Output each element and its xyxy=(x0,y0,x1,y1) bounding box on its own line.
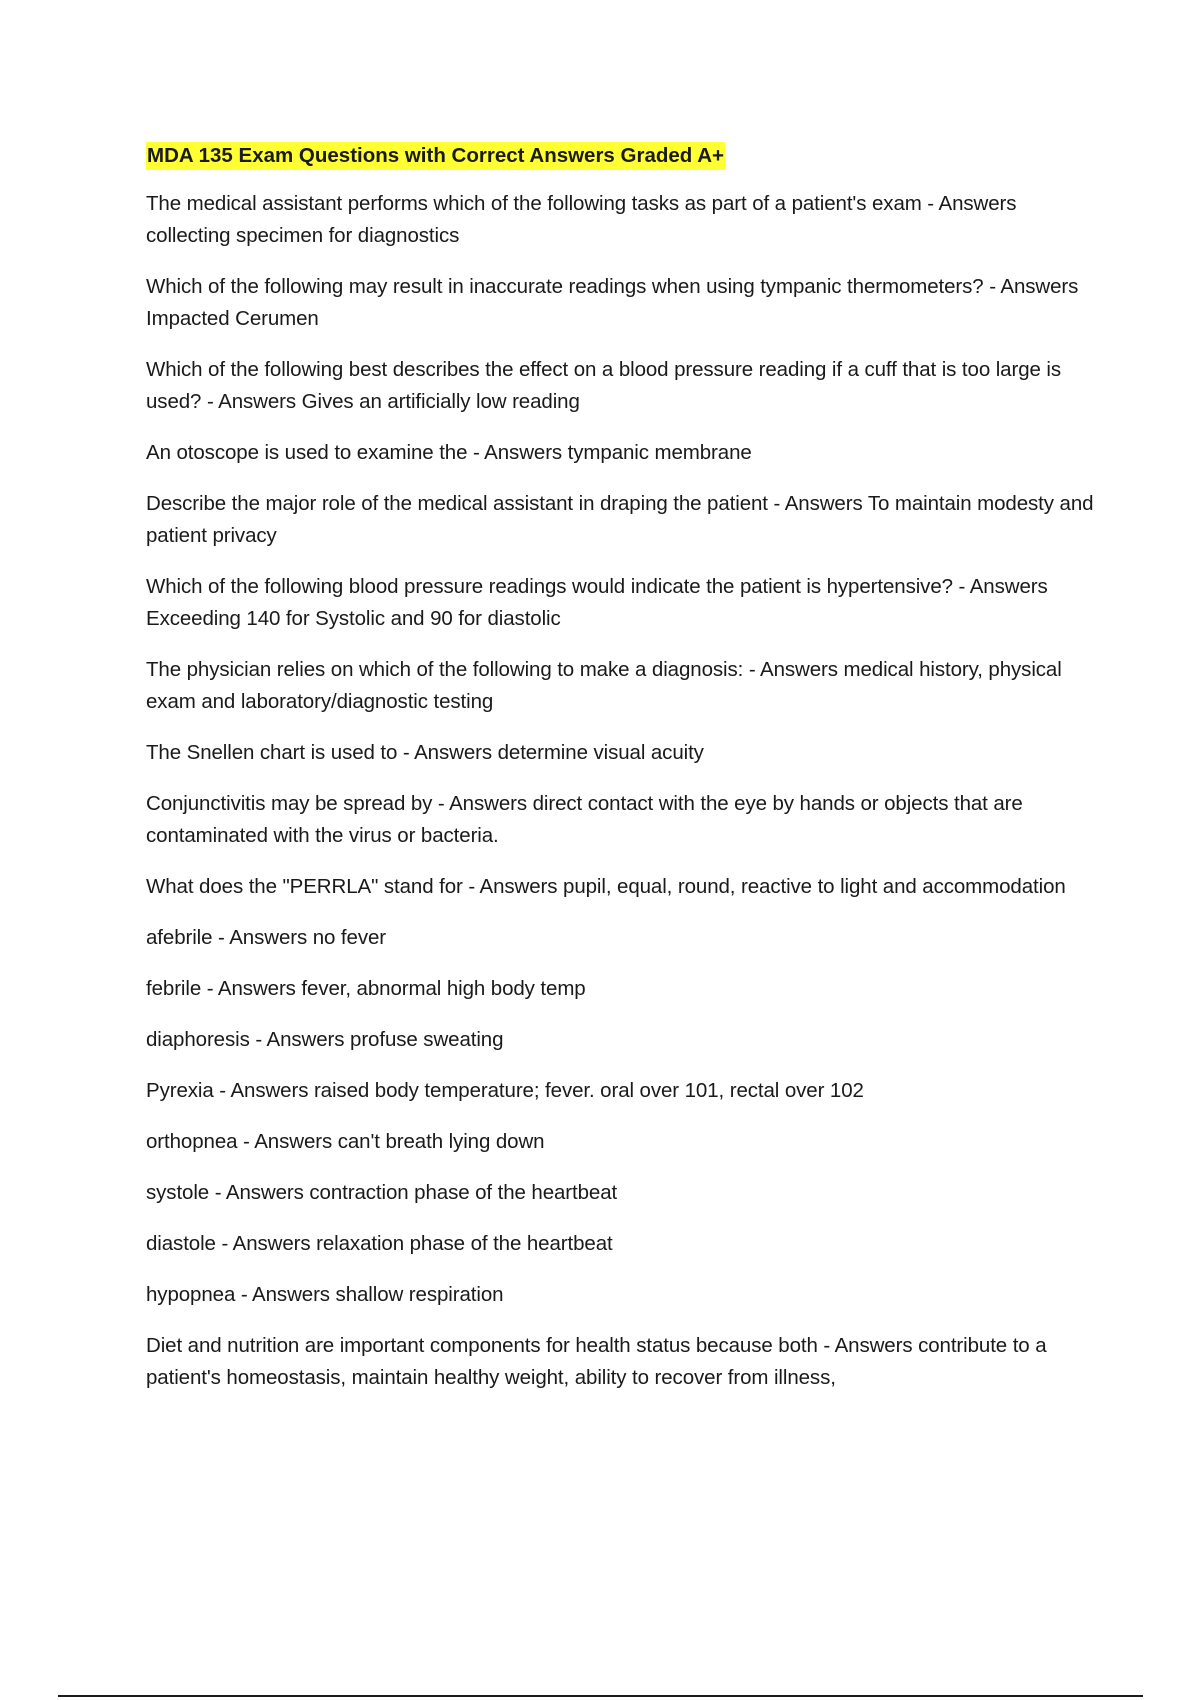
qa-entry: hypopnea - Answers shallow respiration xyxy=(146,1283,504,1306)
qa-entry: febrile - Answers fever, abnormal high body temp xyxy=(146,977,586,1000)
qa-entry: Conjunctivitis may be spread by - Answers direct contact with the eye by hands or objects that are contaminated with the virus or bacteria. xyxy=(146,792,1023,847)
page-bottom-rule xyxy=(58,1695,1143,1697)
qa-entry: systole - Answers contraction phase of the heartbeat xyxy=(146,1181,618,1204)
qa-entry: Which of the following may result in inaccurate readings when using tympanic thermometers? - Answers Impacted Cerumen xyxy=(146,275,1079,330)
qa-entry: The physician relies on which of the following to make a diagnosis: - Answers medical history, physical exam and laboratory/diagnostic testing xyxy=(146,658,1062,713)
qa-entry: Which of the following best describes the effect on a blood pressure reading if a cuff that is too large is used? - Answers Gives an artificially low reading xyxy=(146,358,1061,413)
qa-entry: orthopnea - Answers can't breath lying down xyxy=(146,1130,545,1153)
qa-entry: Describe the major role of the medical assistant in draping the patient - Answers To maintain modesty and patient privacy xyxy=(146,492,1094,547)
qa-entry: diaphoresis - Answers profuse sweating xyxy=(146,1028,504,1051)
qa-entry: Which of the following blood pressure readings would indicate the patient is hypertensive? - Answers Exceeding 140 for Systolic and 90 for diastolic xyxy=(146,575,1048,630)
qa-entry: Pyrexia - Answers raised body temperature; fever. oral over 101, rectal over 102 xyxy=(146,1079,864,1102)
qa-entry: The medical assistant performs which of the following tasks as part of a patient's exam - Answers collecting specimen for diagnostics xyxy=(146,192,1017,247)
qa-entry: An otoscope is used to examine the - Answers tympanic membrane xyxy=(146,441,752,464)
qa-entry: What does the "PERRLA" stand for - Answers pupil, equal, round, reactive to light and accommodation xyxy=(146,875,1066,898)
qa-entry: afebrile - Answers no fever xyxy=(146,926,386,949)
qa-entry: The Snellen chart is used to - Answers determine visual acuity xyxy=(146,741,704,764)
qa-entry: Diet and nutrition are important components for health status because both - Answers contribute to a patient's homeostasis, maintain healthy weight, ability to recover from illness, xyxy=(146,1334,1047,1389)
document-body xyxy=(146,142,1096,1413)
document-title: MDA 135 Exam Questions with Correct Answers Graded A+ xyxy=(146,142,725,170)
qa-entry: diastole - Answers relaxation phase of the heartbeat xyxy=(146,1232,613,1255)
